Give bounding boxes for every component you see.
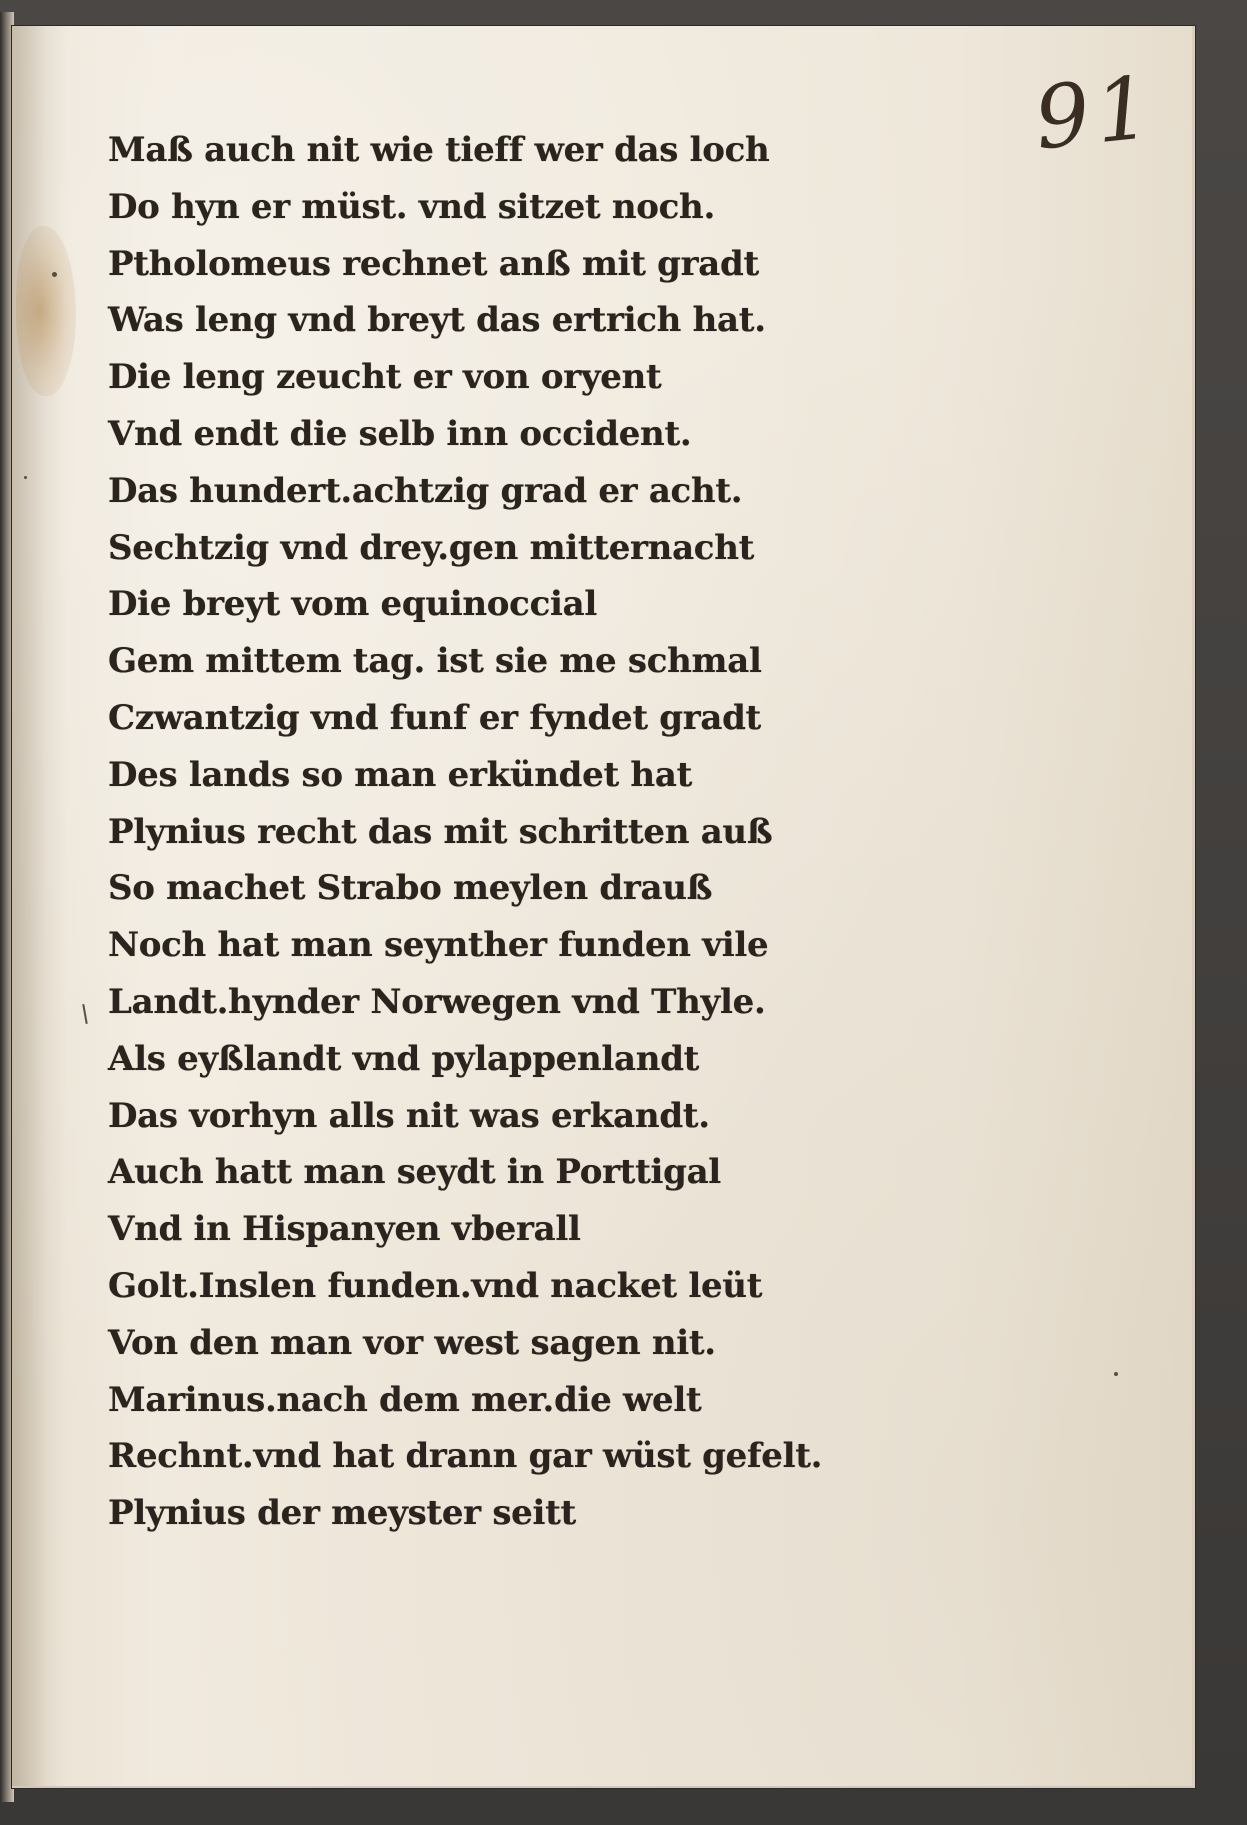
verse-line: Noch hat man seynther funden vile <box>108 925 769 966</box>
verse-line: Plynius der meyster seitt <box>108 1493 576 1534</box>
margin-dot <box>1114 1372 1118 1376</box>
verse-line: Czwantzig vnd funf er fyndet gradt <box>108 697 761 738</box>
verse-line: So machet Strabo meylen drauß <box>108 868 713 909</box>
verse-line: Gem mittem tag. ist sie me schmal <box>108 641 762 682</box>
verse-line: Vnd endt die selb inn occident. <box>108 413 692 454</box>
verse-line: Do hyn er müst. vnd sitzet noch. <box>108 186 716 227</box>
margin-dot <box>52 272 57 277</box>
verse-line: Als eyßlandt vnd pylappenlandt <box>108 1038 700 1079</box>
margin-dot <box>24 476 27 479</box>
verse-line: Von den man vor west sagen nit. <box>108 1322 716 1363</box>
verse-line: Das hundert.achtzig grad er acht. <box>108 470 743 511</box>
verse-line: Maß auch nit wie tieff wer das loch <box>108 130 770 170</box>
verse-line: Die leng zeucht er von oryent <box>108 357 662 398</box>
water-stain <box>16 226 76 396</box>
verse-line: Was leng vnd breyt das ertrich hat. <box>108 300 766 341</box>
verse-line: Des lands so man erkündet hat <box>108 754 692 795</box>
verse-line: Auch hatt man seydt in Porttigal <box>108 1152 721 1193</box>
verse-line: Rechnt.vnd hat drann gar wüst gefelt. <box>108 1436 823 1477</box>
verse-line: Golt.Inslen funden.vnd nacket leüt <box>108 1265 763 1306</box>
verse-line: Vnd in Hispanyen vberall <box>108 1209 581 1250</box>
verse-line: Landt.hynder Norwegen vnd Thyle. <box>108 981 766 1022</box>
verse-line: Sechtzig vnd drey.gen mitternacht <box>108 527 755 568</box>
verse-line: Die breyt vom equinoccial <box>108 584 597 625</box>
verse-line: Ptholomeus rechnet anß mit gradt <box>108 243 759 284</box>
verse-line: Das vorhyn alls nit was erkandt. <box>108 1095 710 1136</box>
verse-line: Marinus.nach dem mer.die welt <box>108 1379 702 1420</box>
verse-line: Plynius recht das mit schritten auß <box>108 811 773 852</box>
folio-number: 91 <box>1030 57 1162 170</box>
verse-text-block <box>108 122 928 1542</box>
